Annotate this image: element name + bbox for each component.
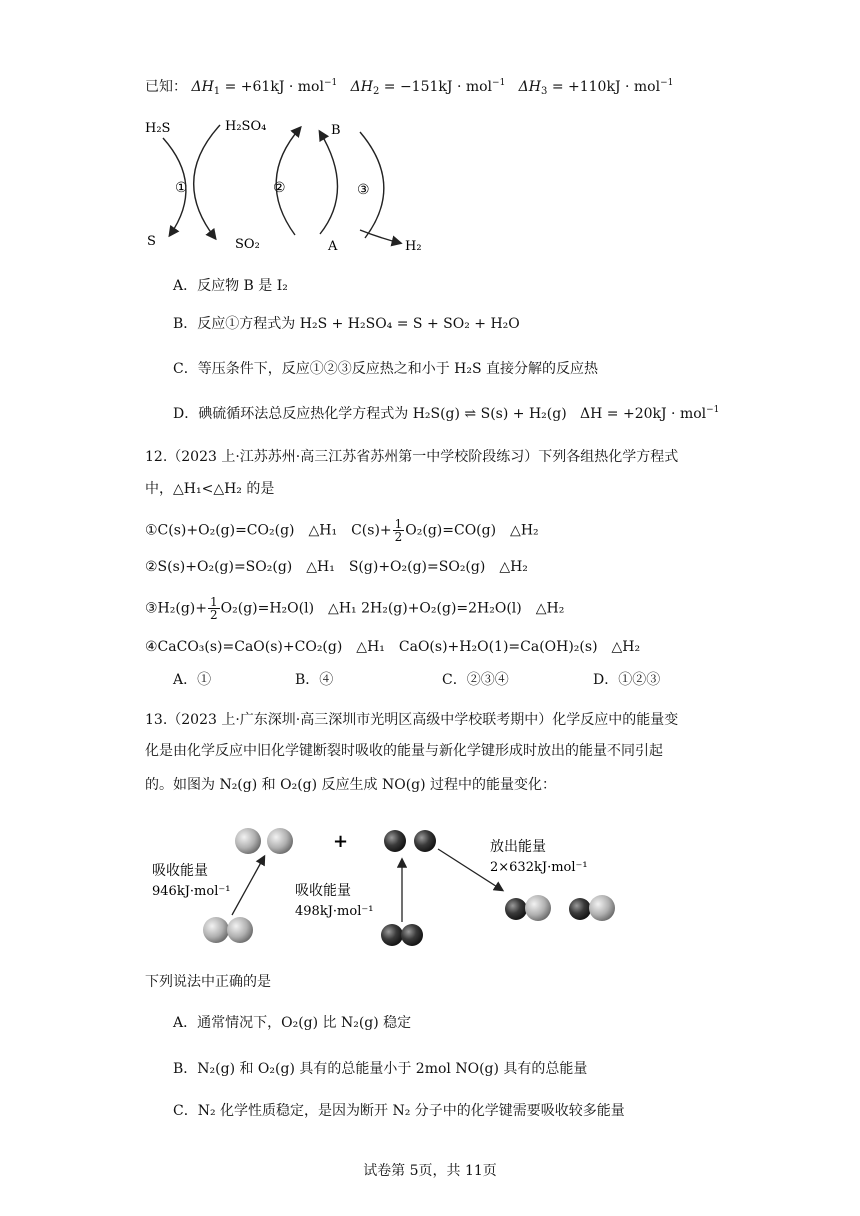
q12-option-d[interactable]: D．①②③ bbox=[593, 672, 661, 688]
iodine-sulfur-cycle-diagram bbox=[135, 110, 435, 260]
step-3-number: ③ bbox=[357, 182, 370, 198]
q13-stem-line2: 化是由化学反应中旧化学键断裂时吸收的能量与新化学键形成时放出的能量不同引起 bbox=[145, 743, 663, 759]
o-atom bbox=[384, 830, 406, 852]
q12-options-row bbox=[173, 670, 693, 690]
n-atom bbox=[267, 828, 293, 854]
label-h2s: H₂S bbox=[145, 121, 171, 136]
q11-option-d[interactable]: D．碘硫循环法总反应热化学方程式为 H₂S(g) ⇌ S(s) + H₂(g) ΔH = +20kJ · mol$^{-1}$ bbox=[173, 405, 720, 422]
q12-option-c[interactable]: C．②③④ bbox=[442, 672, 509, 688]
fraction-one-half: $\frac{1}{2}$ bbox=[210, 595, 218, 622]
release-value: 2×632kJ·mol⁻¹ bbox=[490, 860, 588, 875]
plus-sign: + bbox=[333, 831, 349, 852]
absorb-label-n2: 吸收能量 bbox=[152, 863, 208, 879]
q13-stem-line1: 13.（2023 上·广东深圳·高三深圳市光明区高级中学校联考期中）化学反应中的能量变 bbox=[145, 712, 679, 728]
step-2-number: ② bbox=[273, 180, 286, 196]
absorb-label-o2: 吸收能量 bbox=[295, 883, 351, 899]
q11-option-c[interactable]: C．等压条件下，反应①②③反应热之和小于 H₂S 直接分解的反应热 bbox=[173, 361, 599, 377]
q12-reaction-2: ②S(s)+O₂(g)=SO₂(g) △H₁ S(g)+O₂(g)=SO₂(g) △H₂ bbox=[145, 559, 528, 575]
no-molecule-o-atom bbox=[569, 898, 591, 920]
q12-stem-line1: 12.（2023 上·江苏苏州·高三江苏省苏州第一中学校阶段练习）下列各组热化学方程式 bbox=[145, 449, 679, 465]
label-h2so4: H₂SO₄ bbox=[225, 119, 267, 134]
q12-stem-line2: 中，△H₁<△H₂ 的是 bbox=[145, 481, 275, 497]
absorb-value-o2: 498kJ·mol⁻¹ bbox=[295, 904, 374, 919]
page-footer: 试卷第 5页，共 11页 bbox=[363, 1163, 497, 1179]
label-a: A bbox=[328, 239, 338, 254]
arrow-n2-break bbox=[232, 857, 264, 915]
arrow-h2so4-to-so2 bbox=[194, 125, 220, 238]
n-atom bbox=[235, 828, 261, 854]
label-b: B bbox=[331, 123, 341, 138]
no-molecule-n-atom bbox=[589, 895, 615, 921]
o2-molecule-atom bbox=[381, 924, 403, 946]
q12-reaction-4: ④CaCO₃(s)=CaO(s)+CO₂(g) △H₁ CaO(s)+H₂O(1)=Ca(OH)₂(s) △H₂ bbox=[145, 639, 641, 655]
arrow-a-to-b bbox=[320, 132, 338, 234]
n2-molecule-atom bbox=[203, 917, 229, 943]
no-molecule-o-atom bbox=[505, 898, 527, 920]
q13-option-a[interactable]: A．通常情况下，O₂(g) 比 N₂(g) 稳定 bbox=[173, 1015, 412, 1031]
q12-reaction-3: ③H₂(g)+ $\frac{1}{2}$ O₂(g)=H₂O(l) △H₁ 2H₂(g)+O₂(g)=2H₂O(l) △H₂ bbox=[145, 595, 565, 622]
n2-molecule-atom bbox=[227, 917, 253, 943]
label-s: S bbox=[147, 234, 156, 249]
no-molecule-n-atom bbox=[525, 895, 551, 921]
fraction-one-half: $\frac{1}{2}$ bbox=[394, 517, 403, 544]
release-label: 放出能量 bbox=[490, 839, 546, 855]
q11-option-b[interactable]: B．反应①方程式为 H₂S + H₂SO₄ = S + SO₂ + H₂O bbox=[173, 316, 520, 332]
o2-molecule-atom bbox=[401, 924, 423, 946]
q13-option-c[interactable]: C．N₂ 化学性质稳定，是因为断开 N₂ 分子中的化学键需要吸收较多能量 bbox=[173, 1103, 625, 1119]
q13-stem-line3: 的。如图为 N₂(g) 和 O₂(g) 反应生成 NO(g) 过程中的能量变化： bbox=[145, 777, 557, 793]
n2-o2-energy-diagram bbox=[140, 815, 640, 955]
step-1-number: ① bbox=[175, 180, 188, 196]
q13-option-b[interactable]: B．N₂(g) 和 O₂(g) 具有的总能量小于 2mol NO(g) 具有的总能量 bbox=[173, 1061, 588, 1077]
q12-option-b[interactable]: B．④ bbox=[295, 672, 334, 688]
q12-option-a[interactable]: A．① bbox=[173, 672, 212, 688]
q11-option-a[interactable]: A．反应物 B 是 I₂ bbox=[173, 278, 288, 294]
o-atom bbox=[414, 830, 436, 852]
label-so2: SO₂ bbox=[235, 237, 260, 252]
absorb-value-n2: 946kJ·mol⁻¹ bbox=[152, 884, 231, 899]
q13-prompt: 下列说法中正确的是 bbox=[145, 974, 271, 990]
q12-reaction-1: ①C(s)+O₂(g)=CO₂(g) △H₁ C(s)+ $\frac{1}{2}$ O₂(g)=CO(g) △H₂ bbox=[145, 517, 539, 544]
given-values: 已知： $\Delta H_1 = +61kJ \cdot mol^{-1}$ $\Delta H_2 = -151kJ \cdot mol^{-1}$ $\Delta H_3 = +110kJ \cdot mol^{-1}$ bbox=[145, 78, 674, 97]
label-h2: H₂ bbox=[405, 239, 422, 254]
